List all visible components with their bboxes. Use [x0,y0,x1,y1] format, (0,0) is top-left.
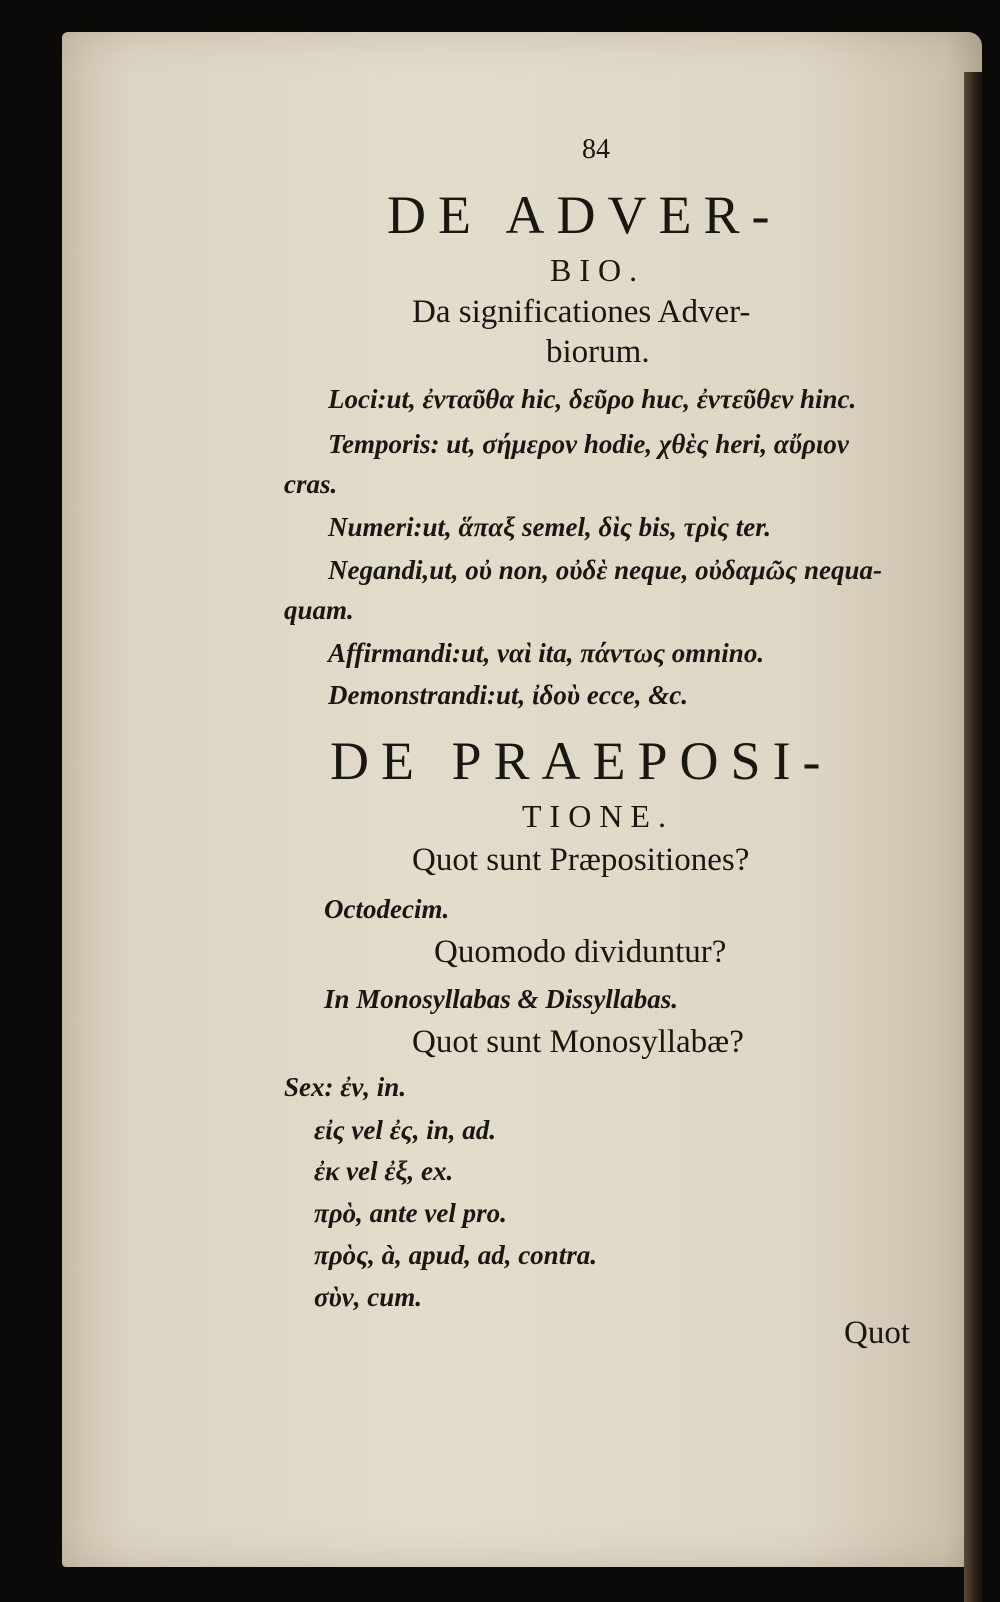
question-1: Quot sunt Præpositiones? [412,842,750,878]
question-2: Quomodo dividuntur? [434,934,727,970]
adverb-row: quam. [284,595,354,625]
question-3: Quot sunt Monosyllabæ? [412,1024,744,1060]
preposition-title-line1: DE PRAEPOSI- [330,731,833,791]
page-number: 84 [582,134,610,165]
answer-3: Sex: ἐν, in. [284,1072,407,1102]
page-text [62,32,982,1567]
adverb-row: Numeri:ut, ἅπαξ semel, δὶς bis, τρὶς ter. [328,512,772,542]
preposition-item: εἰς vel ἐς, in, ad. [314,1115,496,1145]
preposition-item: πρὸς, à, apud, ad, contra. [314,1240,597,1270]
answer-2: In Monosyllabas & Dissyllabas. [324,984,679,1014]
preposition-item: ἐκ vel ἐξ, ex. [314,1156,454,1186]
adverb-row: cras. [284,469,338,499]
preposition-item: σὺν, cum. [314,1282,423,1312]
preposition-item: πρὸ, ante vel pro. [314,1198,507,1228]
catchword: Quot [844,1315,910,1351]
adverb-subtitle-line2: biorum. [546,334,650,370]
answer-1: Octodecim. [324,894,450,924]
adverb-row: Negandi,ut, οὐ non, οὐδὲ neque, οὐδαμῶς nequa- [328,555,882,585]
preposition-title-line2: TIONE. [522,798,674,834]
adverb-row: Temporis: ut, σήμερον hodie, χθὲς heri, αὔριον [328,429,849,459]
adverb-title-line2: BIO. [550,252,646,288]
adverb-title-line1: DE ADVER- [387,185,782,245]
book-page [62,32,982,1567]
adverb-row: Demonstrandi:ut, ἰδοὺ ecce, &c. [328,680,689,710]
adverb-row: Affirmandi:ut, ναὶ ita, πάντως omnino. [328,638,765,668]
adverb-subtitle-line1: Da significationes Adver- [412,294,751,330]
adverb-row: Loci:ut, ἐνταῦθα hic, δεῦρο huc, ἐντεῦθεν hinc. [328,384,857,414]
